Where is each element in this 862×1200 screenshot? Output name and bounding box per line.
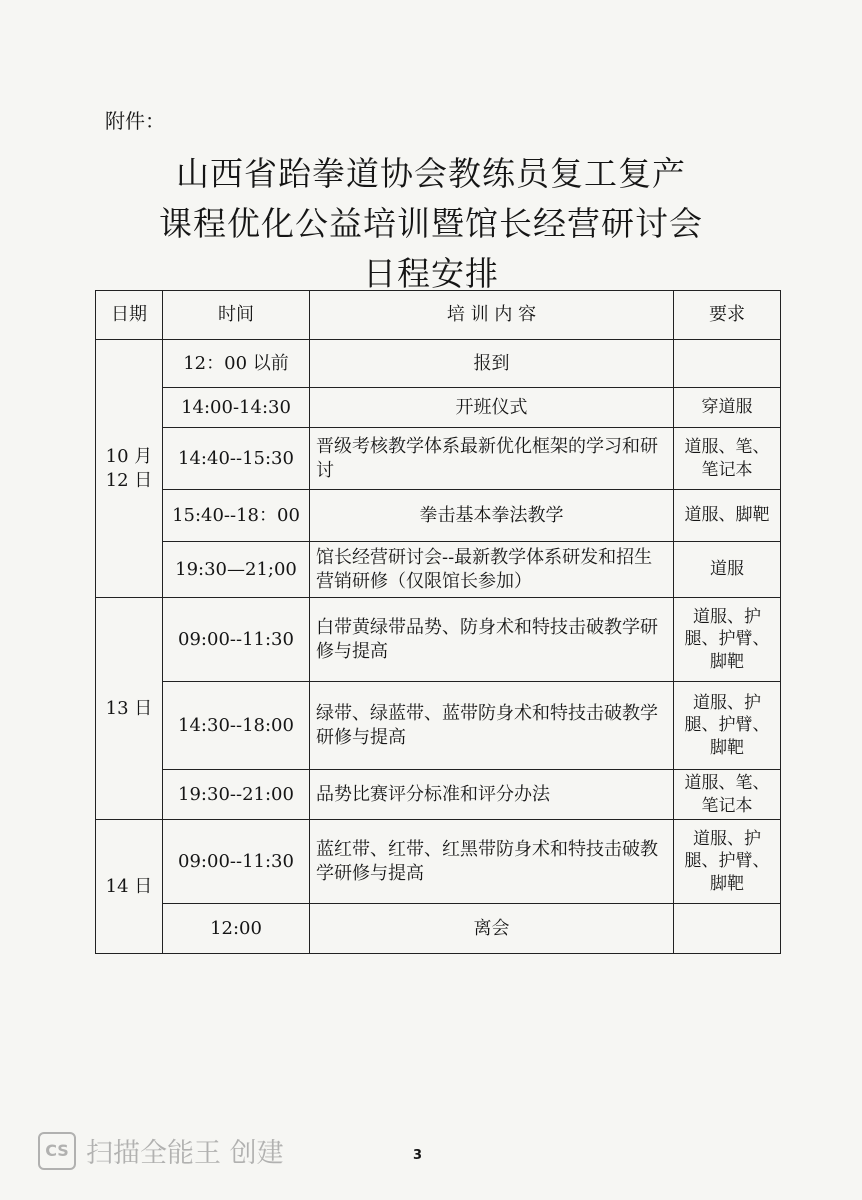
date-cell-day1 [96,340,163,598]
header-requirement: 要求 [674,291,781,340]
content-cell: 馆长经营研讨会--最新教学体系研发和招生营销研修（仅限馆长参加） [310,542,674,598]
time-cell: 09:00--11:30 [163,820,310,904]
time-cell: 19:30--21:00 [163,770,310,820]
header-time: 时间 [163,291,310,340]
date-line: 14 日 [105,875,153,897]
requirement-cell: 道服、护腿、护臂、脚靶 [674,598,781,682]
requirement-cell: 道服、笔、笔记本 [674,770,781,820]
time-cell: 15:40--18：00 [163,490,310,542]
time-cell: 19:30—21;00 [163,542,310,598]
table-row [96,770,781,820]
time-cell: 09:00--11:30 [163,598,310,682]
page-number: 3 [413,1148,423,1163]
time-cell: 14:40--15:30 [163,428,310,490]
time-cell: 14:30--18:00 [163,682,310,770]
time-cell: 12:00 [163,904,310,954]
time-cell: 12：00 以前 [163,340,310,388]
date-cell-day3 [96,820,163,954]
document-title-line-1: 山西省跆拳道协会教练员复工复产 [176,154,686,193]
requirement-cell: 道服、笔、笔记本 [674,428,781,490]
content-cell: 绿带、绿蓝带、蓝带防身术和特技击破教学研修与提高 [310,682,674,770]
date-line: 13 日 [105,697,153,719]
content-cell: 开班仪式 [310,388,674,428]
table-row [96,388,781,428]
date-line: 10 月 [105,446,153,468]
table-row [96,682,781,770]
table-row [96,490,781,542]
requirement-cell: 穿道服 [674,388,781,428]
scanner-watermark [38,1131,284,1170]
table-row [96,340,781,388]
requirement-cell: 道服、护腿、护臂、脚靶 [674,820,781,904]
content-cell: 品势比赛评分标准和评分办法 [310,770,674,820]
date-cell-day2 [96,598,163,820]
content-cell: 拳击基本拳法教学 [310,490,674,542]
date-line: 12 日 [105,469,153,491]
requirement-cell: 道服、脚靶 [674,490,781,542]
requirement-cell: 道服 [674,542,781,598]
table-row [96,428,781,490]
header-content: 培 训 内 容 [310,291,674,340]
content-cell: 蓝红带、红带、红黑带防身术和特技击破教学研修与提高 [310,820,674,904]
requirement-cell [674,340,781,388]
table-header-row [96,291,781,340]
table-row [96,598,781,682]
watermark-text: 扫描全能王 创建 [86,1138,284,1169]
schedule-table [95,290,781,954]
requirement-cell [674,904,781,954]
document-title-line-3: 日程安排 [363,254,499,293]
content-cell: 离会 [310,904,674,954]
table-row [96,542,781,598]
content-cell: 晋级考核教学体系最新优化框架的学习和研讨 [310,428,674,490]
requirement-cell: 道服、护腿、护臂、脚靶 [674,682,781,770]
table-row [96,904,781,954]
time-cell: 14:00-14:30 [163,388,310,428]
document-title-line-2: 课程优化公益培训暨馆长经营研讨会 [159,204,703,243]
attachment-label: 附件： [105,109,165,133]
content-cell: 白带黄绿带品势、防身术和特技击破教学研修与提高 [310,598,674,682]
table-row [96,820,781,904]
content-cell: 报到 [310,340,674,388]
header-date: 日期 [96,291,163,340]
camscanner-logo-icon: CS [38,1132,76,1170]
